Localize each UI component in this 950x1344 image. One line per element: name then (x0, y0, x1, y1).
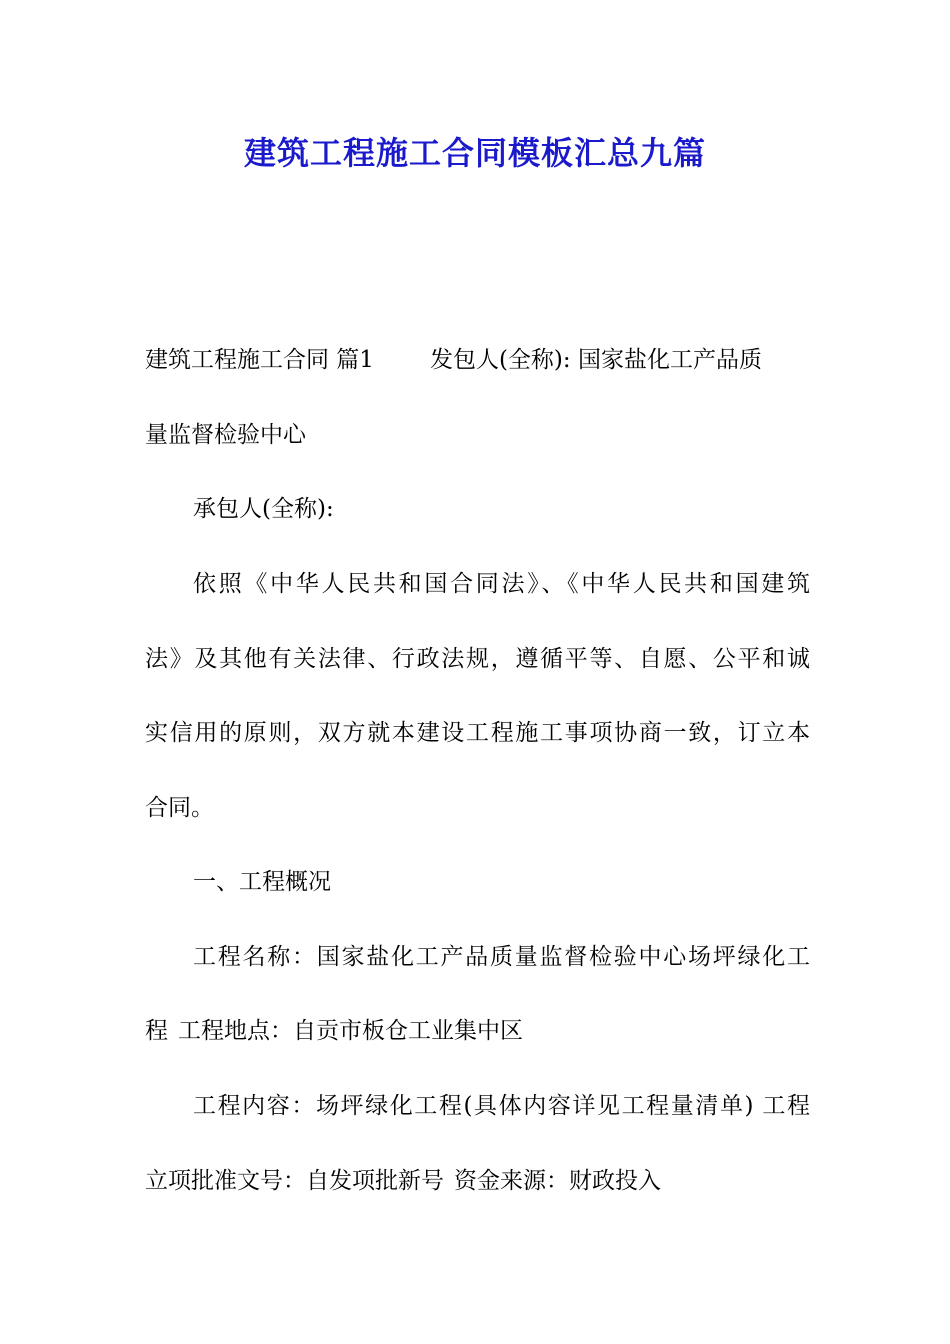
paragraph-line (145, 1013, 810, 1049)
employer-label: 发包人(全称): 国家盐化工产品质 (429, 347, 762, 373)
funding-source: 资金来源：财政投入 (454, 1168, 661, 1194)
contract-heading: 建筑工程施工合同 篇1 (145, 347, 374, 373)
paragraph-line: 工程内容：场坪绿化工程(具体内容详见工程量清单) 工程 (193, 1093, 810, 1119)
paragraph-line (145, 1163, 810, 1199)
text-fragment: 程 (145, 1018, 168, 1044)
paragraph-line: 合同。 (145, 795, 214, 821)
paragraph-line: 实信用的原则，双方就本建设工程施工事项协商一致，订立本 (145, 720, 810, 746)
paragraph-line: 依照《中华人民共和国合同法》、《中华人民共和国建筑 (193, 571, 810, 597)
paragraph-line (145, 342, 810, 378)
approval-number: 立项批准文号：自发项批新号 (145, 1168, 444, 1194)
paragraph-line: 法》及其他有关法律、行政法规，遵循平等、自愿、公平和诚 (145, 646, 810, 672)
document-title: 建筑工程施工合同模板汇总九篇 (243, 134, 706, 172)
project-location: 工程地点：自贡市板仓工业集中区 (178, 1018, 523, 1044)
paragraph-line: 工程名称：国家盐化工产品质量监督检验中心场坪绿化工 (193, 944, 810, 970)
paragraph-line: 承包人(全称): (193, 496, 334, 522)
paragraph-line: 量监督检验中心 (145, 422, 306, 448)
section-heading: 一、工程概况 (193, 869, 331, 895)
